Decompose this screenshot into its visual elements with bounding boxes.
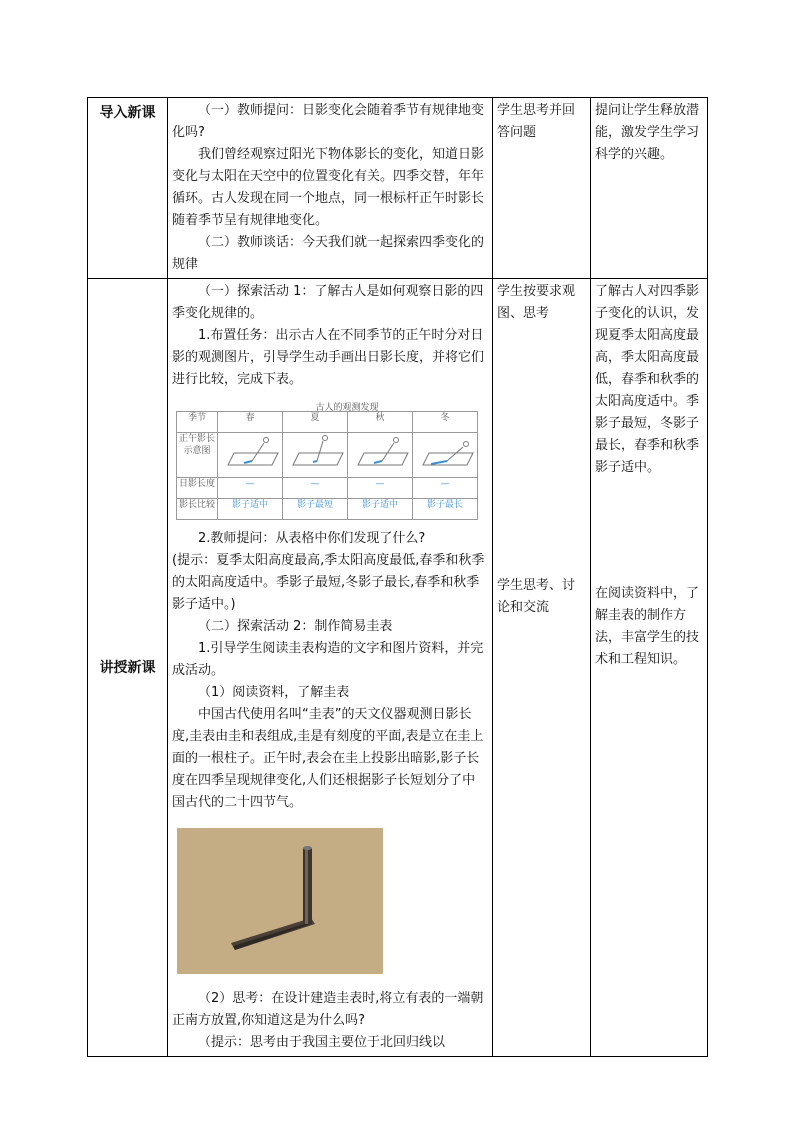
design-intent-1: 了解古人对四季影子变化的认识，发现夏季太阳高度最高，季太阳高度最低，春季和秋季的太阳高度适中。季影子最短，冬影子最长，春季和秋季影子适中。 (595, 284, 700, 475)
shadow-compare: 影子适中 (348, 499, 413, 520)
teach-design-intent (591, 279, 708, 1057)
teach-header: 讲授新课 (88, 279, 168, 1057)
design-intent-2: 在阅读资料中，了解圭表的制作方法，丰富学生的技术和工程知识。 (595, 586, 700, 667)
teach-paragraph: 1.布置任务：出示古人在不同季节的正午时分对日影的观测图片，引导学生动手画出日影长度，并将它们进行比较，完成下表。 (172, 328, 485, 387)
observation-row-label: 影长比较 (177, 499, 218, 520)
teach-paragraph: （二）探索活动 2：制作简易圭表 (198, 619, 393, 634)
shadow-length: — (283, 478, 348, 499)
teach-student-activity (493, 279, 591, 1057)
shadow-length: — (348, 478, 413, 499)
shadow-length: — (413, 478, 478, 499)
observation-row-label: 正午影长示意图 (177, 433, 218, 478)
intro-paragraph: （一）教师提问：日影变化会随着季节有规律地变化吗? (172, 103, 485, 140)
teach-row (88, 279, 708, 1057)
teach-paragraph: （1）阅读资料，了解圭表 (198, 685, 350, 700)
shadow-diagram-spring (218, 433, 283, 478)
lesson-plan-table (87, 97, 708, 1057)
intro-paragraph: 我们曾经观察过阳光下物体影长的变化，知道日影变化与太阳在天空中的位置变化有关。四季交替，年年循环。古人发现在同一个地点，同一根标杆正午时影长随着季节呈有规律地变化。 (172, 147, 485, 228)
shadow-compare: 影子适中 (218, 499, 283, 520)
student-activity-2: 学生思考、讨论和交流 (497, 578, 576, 615)
intro-content (168, 98, 493, 279)
teach-paragraph: 中国古代使用名叫“圭表”的天文仪器观测日影长度,圭表由圭和表组成,圭是有刻度的平面,表是立在圭上面的一根柱子。正午时,表会在圭上投影出暗影,影子长度在四季呈现规律变化,人们还根据影子长短划分了中国古代的二十四节气。 (172, 707, 484, 810)
shadow-length: — (218, 478, 283, 499)
observation-row-label: 日影长度 (177, 478, 218, 499)
shadow-diagram-winter (413, 433, 478, 478)
intro-design-intent: 提问让学生释放潜能，激发学生学习科学的兴趣。 (591, 98, 708, 279)
intro-header: 导入新课 (88, 98, 168, 279)
teach-hint: (提示：夏季太阳高度最高,季太阳高度最低,春季和秋季的太阳高度适中。季影子最短,冬影子最长,春季和秋季影子适中。) (172, 553, 485, 612)
intro-student-activity: 学生思考并回答问题 (493, 98, 591, 279)
observation-figure (176, 397, 488, 520)
shadow-compare: 影子最长 (413, 499, 478, 520)
observation-season: 夏 (283, 412, 348, 433)
observation-season: 冬 (413, 412, 478, 433)
teach-content (168, 279, 493, 1057)
shadow-compare: 影子最短 (283, 499, 348, 520)
observation-table (176, 411, 478, 520)
shadow-diagram-summer (283, 433, 348, 478)
teach-paragraph: （一）探索活动 1：了解古人是如何观察日影的四季变化规律的。 (172, 284, 484, 321)
observation-season: 春 (218, 412, 283, 433)
student-activity-1: 学生按要求观图、思考 (497, 284, 576, 321)
observation-figure-title: 古人的观测发现 (315, 403, 379, 413)
teach-paragraph: （2）思考：在设计建造圭表时,将立有表的一端朝正南方放置,你知道这是为什么吗? (172, 991, 484, 1028)
teach-paragraph: 2.教师提问：从表格中你们发现了什么? (198, 531, 426, 546)
intro-row (88, 98, 708, 279)
gnomon-photo (177, 828, 383, 974)
teach-paragraph: 1.引导学生阅读圭表构造的文字和图片资料，并完成活动。 (172, 641, 484, 678)
teach-paragraph: （提示：思考由于我国主要位于北回归线以 (198, 1035, 446, 1050)
observation-row-label: 季节 (177, 412, 218, 433)
intro-paragraph: （二）教师谈话：今天我们就一起探索四季变化的规律 (172, 235, 485, 272)
observation-season: 秋 (348, 412, 413, 433)
shadow-diagram-autumn (348, 433, 413, 478)
